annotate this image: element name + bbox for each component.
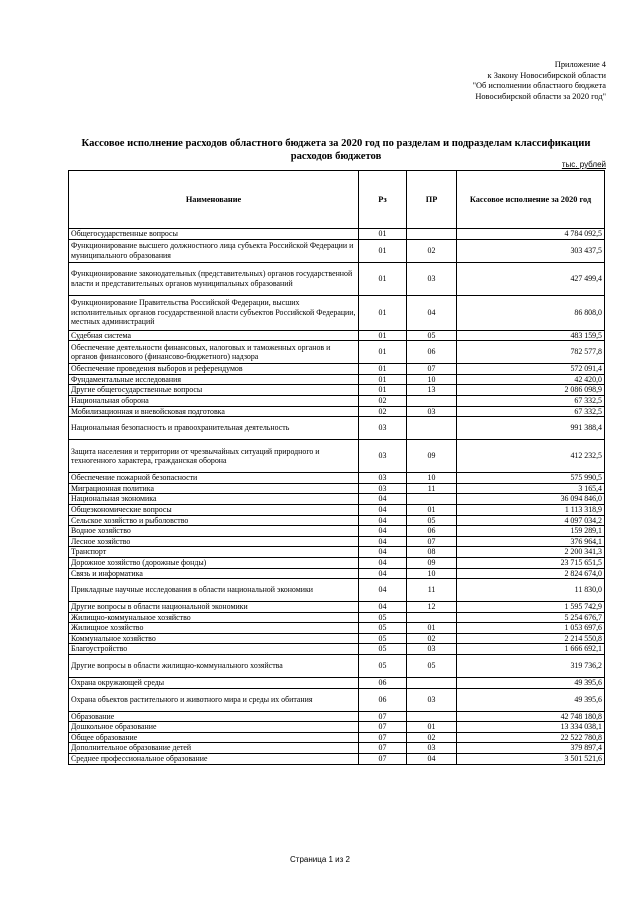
cell-rz: 05: [359, 644, 407, 655]
cell-sum: 1 113 318,9: [457, 504, 605, 515]
header-pr: ПР: [407, 171, 457, 229]
cell-name: Функционирование высшего должностного лица субъекта Российской Федерации и муниципального образования: [69, 239, 359, 262]
cell-sum: 427 499,4: [457, 262, 605, 295]
table-row: [69, 688, 605, 711]
cell-rz: 01: [359, 385, 407, 396]
cell-name: Фундаментальные исследования: [69, 374, 359, 385]
cell-sum: 42 420,0: [457, 374, 605, 385]
cell-sum: 2 200 341,3: [457, 547, 605, 558]
cell-name: Функционирование законодательных (представительных) органов государственной власти и представительных органов муниципальных образований: [69, 262, 359, 295]
units-label: тыс. рублей: [561, 160, 606, 169]
table-row: [69, 440, 605, 473]
page-footer: Страница 1 из 2: [290, 855, 350, 864]
cell-name: Другие общегосударственные вопросы: [69, 385, 359, 396]
cell-rz: 03: [359, 440, 407, 473]
table-row: [69, 330, 605, 341]
table-row: [69, 494, 605, 505]
cell-sum: 67 332,5: [457, 406, 605, 417]
cell-rz: 05: [359, 655, 407, 678]
table-row: [69, 754, 605, 765]
cell-sum: 49 395,6: [457, 688, 605, 711]
cell-pr: 03: [407, 688, 457, 711]
cell-sum: 2 214 550,8: [457, 633, 605, 644]
table-row: [69, 483, 605, 494]
cell-pr: 01: [407, 504, 457, 515]
cell-rz: 02: [359, 406, 407, 417]
cell-pr: 13: [407, 385, 457, 396]
table-row: [69, 526, 605, 537]
cell-name: Образование: [69, 711, 359, 722]
cell-pr: [407, 229, 457, 240]
cell-name: Дорожное хозяйство (дорожные фонды): [69, 557, 359, 568]
cell-pr: 03: [407, 262, 457, 295]
cell-name: Лесное хозяйство: [69, 536, 359, 547]
table-row: [69, 417, 605, 440]
table-row: [69, 602, 605, 613]
cell-rz: 04: [359, 579, 407, 602]
cell-rz: 07: [359, 754, 407, 765]
cell-pr: 07: [407, 364, 457, 375]
cell-sum: 11 830,0: [457, 579, 605, 602]
table-row: [69, 732, 605, 743]
cell-name: Другие вопросы в области национальной экономики: [69, 602, 359, 613]
table-row: [69, 655, 605, 678]
cell-pr: 02: [407, 239, 457, 262]
cell-rz: 04: [359, 504, 407, 515]
cell-rz: 02: [359, 395, 407, 406]
cell-sum: 22 522 780,8: [457, 732, 605, 743]
cell-rz: 01: [359, 374, 407, 385]
cell-name: Национальная экономика: [69, 494, 359, 505]
table-row: [69, 743, 605, 754]
cell-pr: 01: [407, 722, 457, 733]
table-row: [69, 547, 605, 558]
cell-name: Дошкольное образование: [69, 722, 359, 733]
cell-rz: 04: [359, 526, 407, 537]
cell-pr: 04: [407, 295, 457, 330]
cell-pr: 03: [407, 406, 457, 417]
cell-rz: 04: [359, 568, 407, 579]
cell-rz: 01: [359, 341, 407, 364]
cell-sum: 319 736,2: [457, 655, 605, 678]
cell-rz: 05: [359, 612, 407, 623]
cell-sum: 159 289,1: [457, 526, 605, 537]
cell-pr: 10: [407, 568, 457, 579]
table-row: [69, 385, 605, 396]
cell-pr: 09: [407, 440, 457, 473]
cell-pr: 02: [407, 732, 457, 743]
cell-rz: 06: [359, 688, 407, 711]
cell-sum: 42 748 180,8: [457, 711, 605, 722]
cell-sum: 991 388,4: [457, 417, 605, 440]
cell-sum: 5 254 676,7: [457, 612, 605, 623]
cell-name: Национальная безопасность и правоохранительная деятельность: [69, 417, 359, 440]
appendix-line: Новосибирской области за 2020 год": [475, 91, 606, 101]
cell-sum: 575 990,5: [457, 473, 605, 484]
table-row: [69, 374, 605, 385]
cell-rz: 01: [359, 229, 407, 240]
table-row: [69, 515, 605, 526]
cell-name: Общее образование: [69, 732, 359, 743]
cell-sum: 572 091,4: [457, 364, 605, 375]
cell-pr: 02: [407, 633, 457, 644]
cell-pr: 03: [407, 743, 457, 754]
cell-rz: 03: [359, 417, 407, 440]
cell-rz: 06: [359, 678, 407, 689]
cell-rz: 01: [359, 262, 407, 295]
appendix-note: [473, 60, 606, 102]
table-row: [69, 395, 605, 406]
table-row: [69, 295, 605, 330]
cell-name: Защита населения и территории от чрезвычайных ситуаций природного и техногенного характера, гражданская оборона: [69, 440, 359, 473]
cell-sum: 782 577,8: [457, 341, 605, 364]
cell-rz: 01: [359, 239, 407, 262]
cell-name: Благоустройство: [69, 644, 359, 655]
table-row: [69, 473, 605, 484]
cell-name: Сельское хозяйство и рыболовство: [69, 515, 359, 526]
cell-name: Жилищно-коммунальное хозяйство: [69, 612, 359, 623]
table-row: [69, 341, 605, 364]
cell-name: Миграционная политика: [69, 483, 359, 494]
cell-sum: 303 437,5: [457, 239, 605, 262]
cell-rz: 03: [359, 473, 407, 484]
cell-rz: 01: [359, 295, 407, 330]
table-row: [69, 229, 605, 240]
cell-pr: [407, 711, 457, 722]
cell-sum: 4 097 034,2: [457, 515, 605, 526]
cell-name: Другие вопросы в области жилищно-коммунального хозяйства: [69, 655, 359, 678]
cell-sum: 1 595 742,9: [457, 602, 605, 613]
cell-rz: 05: [359, 623, 407, 634]
cell-pr: 05: [407, 515, 457, 526]
cell-pr: 12: [407, 602, 457, 613]
cell-sum: 376 964,1: [457, 536, 605, 547]
cell-pr: 11: [407, 483, 457, 494]
cell-pr: 06: [407, 341, 457, 364]
cell-name: Обеспечение деятельности финансовых, налоговых и таможенных органов и органов финансового (финансово-бюджетного) надзора: [69, 341, 359, 364]
cell-pr: 07: [407, 536, 457, 547]
cell-pr: 01: [407, 623, 457, 634]
cell-name: Обеспечение пожарной безопасности: [69, 473, 359, 484]
cell-rz: 03: [359, 483, 407, 494]
cell-sum: 49 395,6: [457, 678, 605, 689]
table-row: [69, 504, 605, 515]
cell-pr: 05: [407, 655, 457, 678]
table-row: [69, 711, 605, 722]
cell-sum: 86 808,0: [457, 295, 605, 330]
expenditure-table: [68, 170, 605, 765]
table-row: [69, 557, 605, 568]
cell-rz: 04: [359, 536, 407, 547]
cell-sum: 483 159,5: [457, 330, 605, 341]
cell-name: Связь и информатика: [69, 568, 359, 579]
cell-sum: 4 784 092,5: [457, 229, 605, 240]
table-row: [69, 722, 605, 733]
cell-sum: 412 232,5: [457, 440, 605, 473]
table-row: [69, 568, 605, 579]
cell-pr: 06: [407, 526, 457, 537]
table-row: [69, 678, 605, 689]
cell-pr: 08: [407, 547, 457, 558]
cell-pr: [407, 612, 457, 623]
table-row: [69, 536, 605, 547]
cell-name: Национальная оборона: [69, 395, 359, 406]
cell-rz: 07: [359, 732, 407, 743]
table-row: [69, 406, 605, 417]
table-row: [69, 633, 605, 644]
appendix-line: "Об исполнении областного бюджета: [472, 81, 606, 90]
table-row: [69, 612, 605, 623]
cell-name: Водное хозяйство: [69, 526, 359, 537]
cell-name: Коммунальное хозяйство: [69, 633, 359, 644]
document-title: Кассовое исполнение расходов областного бюджета за 2020 год по разделам и подразделам классификации расходов бюджетов: [81, 138, 591, 162]
appendix-line: к Закону Новосибирской области: [487, 70, 606, 80]
cell-pr: 10: [407, 473, 457, 484]
cell-name: Охрана объектов растительного и животного мира и среды их обитания: [69, 688, 359, 711]
cell-name: Обеспечение проведения выборов и референдумов: [69, 364, 359, 375]
cell-name: Жилищное хозяйство: [69, 623, 359, 634]
table-header-row: [69, 171, 605, 229]
cell-name: Функционирование Правительства Российской Федерации, высших исполнительных органов государственной власти субъектов Российской Федерации, местных администраций: [69, 295, 359, 330]
cell-rz: 01: [359, 364, 407, 375]
cell-rz: 07: [359, 743, 407, 754]
cell-name: Общеэкономические вопросы: [69, 504, 359, 515]
cell-pr: [407, 494, 457, 505]
cell-pr: 03: [407, 644, 457, 655]
cell-sum: 13 334 038,1: [457, 722, 605, 733]
cell-pr: [407, 417, 457, 440]
cell-name: Среднее профессиональное образование: [69, 754, 359, 765]
cell-pr: 05: [407, 330, 457, 341]
cell-pr: [407, 678, 457, 689]
cell-sum: 3 501 521,6: [457, 754, 605, 765]
cell-pr: 09: [407, 557, 457, 568]
cell-rz: 05: [359, 633, 407, 644]
cell-sum: 379 897,4: [457, 743, 605, 754]
cell-pr: 10: [407, 374, 457, 385]
cell-name: Дополнительное образование детей: [69, 743, 359, 754]
cell-sum: 1 666 692,1: [457, 644, 605, 655]
cell-sum: 36 094 846,0: [457, 494, 605, 505]
cell-sum: 2 824 674,0: [457, 568, 605, 579]
cell-rz: 04: [359, 515, 407, 526]
cell-name: Общегосударственные вопросы: [69, 229, 359, 240]
table-row: [69, 262, 605, 295]
cell-rz: 04: [359, 494, 407, 505]
table-row: [69, 364, 605, 375]
header-rz: Рз: [359, 171, 407, 229]
cell-name: Транспорт: [69, 547, 359, 558]
cell-name: Мобилизационная и вневойсковая подготовка: [69, 406, 359, 417]
cell-sum: 23 715 651,5: [457, 557, 605, 568]
cell-sum: 1 053 697,6: [457, 623, 605, 634]
cell-rz: 04: [359, 557, 407, 568]
cell-name: Прикладные научные исследования в области национальной экономики: [69, 579, 359, 602]
table-row: [69, 623, 605, 634]
table-body: [69, 229, 605, 765]
cell-rz: 07: [359, 711, 407, 722]
cell-pr: 04: [407, 754, 457, 765]
cell-rz: 07: [359, 722, 407, 733]
table-row: [69, 579, 605, 602]
appendix-line: Приложение 4: [554, 60, 606, 69]
table-row: [69, 239, 605, 262]
cell-name: Охрана окружающей среды: [69, 678, 359, 689]
cell-rz: 01: [359, 330, 407, 341]
table-row: [69, 644, 605, 655]
header-name: Наименование: [69, 171, 359, 229]
cell-name: Судебная система: [69, 330, 359, 341]
cell-sum: 67 332,5: [457, 395, 605, 406]
cell-sum: 2 086 098,9: [457, 385, 605, 396]
cell-rz: 04: [359, 602, 407, 613]
cell-pr: [407, 395, 457, 406]
cell-rz: 04: [359, 547, 407, 558]
header-sum: Кассовое исполнение за 2020 год: [457, 171, 605, 229]
cell-pr: 11: [407, 579, 457, 602]
cell-sum: 3 165,4: [457, 483, 605, 494]
